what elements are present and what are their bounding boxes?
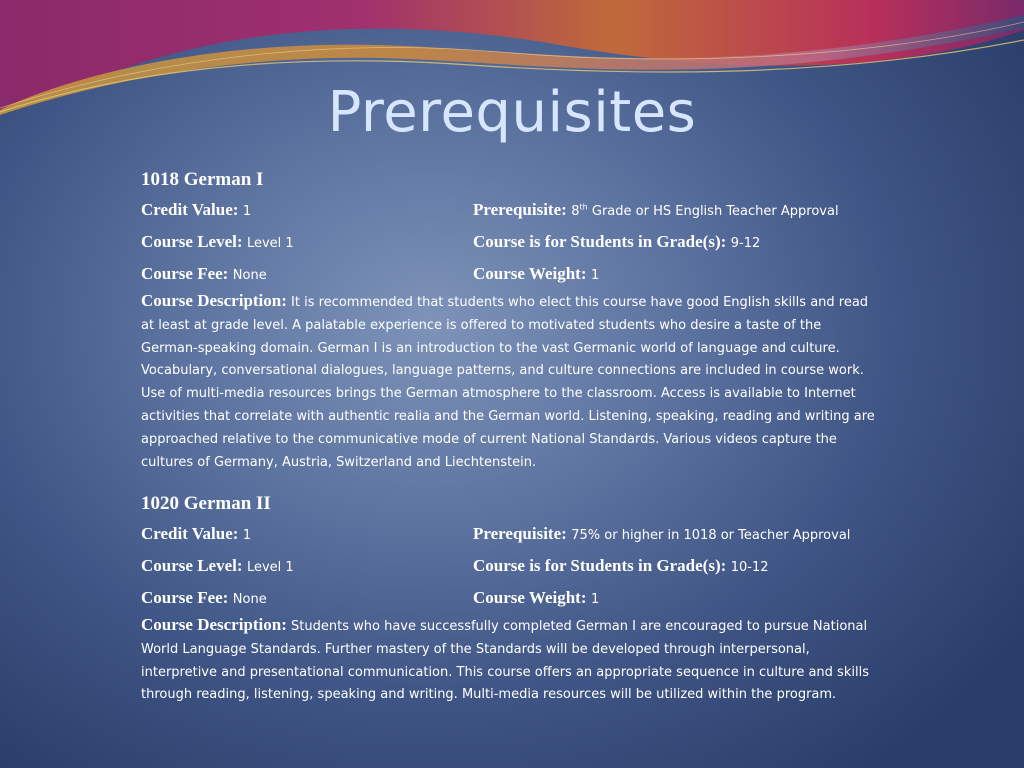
credit-value bbox=[141, 200, 473, 220]
prerequisite bbox=[473, 200, 881, 220]
course-weight-value: 1 bbox=[590, 592, 600, 607]
course-description-label: Course Description: bbox=[141, 291, 287, 310]
course-weight-value: 1 bbox=[590, 268, 600, 283]
course-level-value: Level 1 bbox=[246, 236, 294, 251]
grades-label: Course is for Students in Grade(s): bbox=[473, 232, 727, 251]
slide-title: Prerequisites bbox=[327, 80, 697, 145]
prerequisite-label: Prerequisite: bbox=[473, 524, 567, 543]
course-weight bbox=[473, 588, 881, 608]
course-info-row bbox=[141, 518, 881, 550]
course-info-row bbox=[141, 258, 881, 290]
course-level bbox=[141, 556, 473, 576]
course-description bbox=[141, 614, 881, 707]
course-fee-value: None bbox=[232, 592, 267, 607]
course-info-row bbox=[141, 550, 881, 582]
grades-label: Course is for Students in Grade(s): bbox=[473, 556, 727, 575]
course-german-1 bbox=[141, 166, 881, 474]
prerequisite-value: 75% or higher in 1018 or Teacher Approval bbox=[571, 528, 851, 543]
course-description-text: Students who have successfully completed German I are encouraged to pursue National World Language Standards. Further mastery of the Standards will be developed through interpersonal, interpretive and presentational communication. This course offers an appropriate sequence in culture and skills through reading, listening, speaking and writing. Multi-media resources will be utilized within the program. bbox=[141, 619, 869, 703]
prerequisite-rest: Grade or HS English Teacher Approval bbox=[587, 204, 839, 219]
grades-value: 10-12 bbox=[730, 560, 769, 575]
prerequisite-ordinal: th bbox=[579, 202, 588, 212]
course-fee-label: Course Fee: bbox=[141, 264, 229, 283]
course-fee bbox=[141, 264, 473, 284]
course-title: 1020 German II bbox=[141, 493, 271, 514]
course-title: 1018 German I bbox=[141, 169, 264, 190]
credit-value bbox=[141, 524, 473, 544]
course-german-2 bbox=[141, 490, 881, 707]
credit-value-label: Credit Value: bbox=[141, 200, 239, 219]
course-fee bbox=[141, 588, 473, 608]
course-description bbox=[141, 290, 881, 474]
course-info-row bbox=[141, 226, 881, 258]
credit-value-label: Credit Value: bbox=[141, 524, 239, 543]
course-info-row bbox=[141, 582, 881, 614]
course-description-label: Course Description: bbox=[141, 615, 287, 634]
course-fee-label: Course Fee: bbox=[141, 588, 229, 607]
grades-value: 9-12 bbox=[730, 236, 761, 251]
course-level-value: Level 1 bbox=[246, 560, 294, 575]
prerequisite bbox=[473, 524, 881, 544]
course-level bbox=[141, 232, 473, 252]
credit-value-value: 1 bbox=[242, 528, 252, 543]
prerequisite-value bbox=[571, 204, 838, 219]
course-description-text: It is recommended that students who elect this course have good English skills and read at least at grade level. A palatable experience is offered to motivated students who desire a taste of the German-speaking domain. German I is an introduction to the vast Germanic world of language and culture. Vocabulary, conversational dialogues, language patterns, and culture connections are included in course work. Use of multi-media resources brings the German atmosphere to the classroom. Access is available to Internet activities that correlate with authentic realia and the German world. Listening, speaking, reading and writing are approached relative to the communicative mode of current National Standards. Various videos capture the cultures of Germany, Austria, Switzerland and Liechtenstein. bbox=[141, 295, 875, 470]
course-info-row bbox=[141, 194, 881, 226]
prerequisite-grade: 8 bbox=[571, 204, 580, 219]
credit-value-value: 1 bbox=[242, 204, 252, 219]
course-weight-label: Course Weight: bbox=[473, 264, 587, 283]
course-weight bbox=[473, 264, 881, 284]
course-level-label: Course Level: bbox=[141, 232, 243, 251]
grades bbox=[473, 556, 881, 576]
course-fee-value: None bbox=[232, 268, 267, 283]
course-weight-label: Course Weight: bbox=[473, 588, 587, 607]
grades bbox=[473, 232, 881, 252]
prerequisite-label: Prerequisite: bbox=[473, 200, 567, 219]
course-level-label: Course Level: bbox=[141, 556, 243, 575]
